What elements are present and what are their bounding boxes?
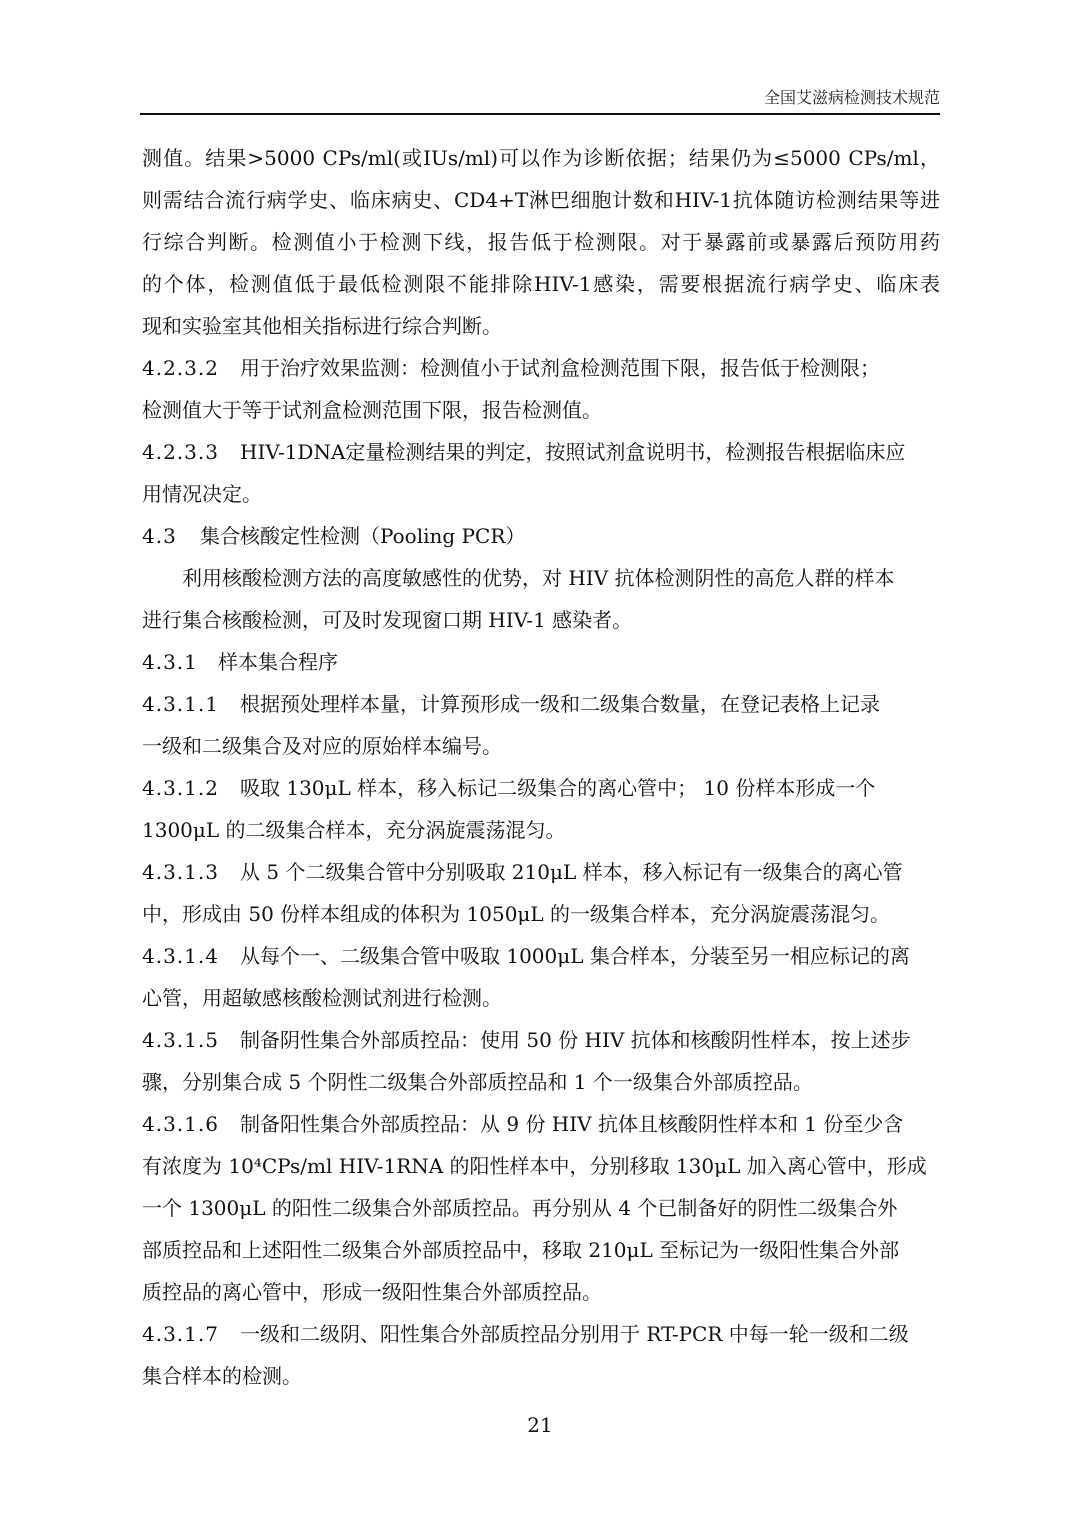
line-text: 从每个一、二级集合管中吸取 1000μL 集合样本，分装至另一相应标记的离: [240, 944, 910, 968]
line-text: 测值。结果>5000 CPs/ml(或IUs/ml)可以作为诊断依据；结果仍为≤5000 CPs/ml，: [142, 146, 940, 170]
line-text: HIV-1DNA定量检测结果的判定，按照试剂盒说明书，检测报告根据临床应: [240, 440, 906, 464]
line-text: 根据预处理样本量，计算预形成一级和二级集合数量，在登记表格上记录: [240, 692, 880, 716]
paragraph-line: [142, 137, 940, 179]
section-number: 4.2.3.2: [142, 356, 219, 380]
line-text: 骤，分别集合成 5 个阴性二级集合外部质控品和 1 个一级集合外部质控品。: [142, 1070, 813, 1094]
line-text: 一级和二级集合及对应的原始样本编号。: [142, 734, 502, 758]
line-text: 用于治疗效果监测：检测值小于试剂盒检测范围下限，报告低于检测限；: [240, 356, 880, 380]
header-rule: [140, 113, 940, 115]
line-text: 检测值大于等于试剂盒检测范围下限，报告检测值。: [142, 398, 602, 422]
section-line-4-3-1-5: [142, 1019, 940, 1061]
section-line-4-3-1-4: [142, 935, 940, 977]
section-number: 4.3.1: [142, 650, 198, 674]
line-text: 吸取 130μL 样本，移入标记二级集合的离心管中； 10 份样本形成一个: [240, 776, 876, 800]
line-text: 心管，用超敏感核酸检测试剂进行检测。: [142, 986, 502, 1010]
section-line-4-3-1-6: [142, 1103, 940, 1145]
line-text: 质控品的离心管中，形成一级阳性集合外部质控品。: [142, 1280, 602, 1304]
paragraph-line: [142, 1229, 940, 1271]
line-text: 现和实验室其他相关指标进行综合判断。: [142, 314, 502, 338]
paragraph-line: [142, 1355, 940, 1397]
line-text: 一个 1300μL 的阳性二级集合外部质控品。再分别从 4 个已制备好的阴性二级集合外: [142, 1196, 898, 1220]
line-text: 进行集合核酸检测，可及时发现窗口期 HIV-1 感染者。: [142, 608, 633, 632]
page-number: 21: [527, 1413, 553, 1437]
line-text: 行综合判断。检测值小于检测下线，报告低于检测限。对于暴露前或暴露后预防用药: [142, 230, 940, 254]
paragraph-line: [142, 305, 940, 347]
section-number: 4.3.1.5: [142, 1028, 219, 1052]
line-text: 部质控品和上述阳性二级集合外部质控品中，移取 210μL 至标记为一级阳性集合外部: [142, 1238, 900, 1262]
section-heading-4-3: [142, 515, 940, 557]
line-text: 的个体，检测值低于最低检测限不能排除HIV-1感染，需要根据流行病学史、临床表: [142, 272, 940, 296]
section-title: 集合核酸定性检测（Pooling PCR）: [200, 524, 526, 548]
section-line-4-3-1-3: [142, 851, 940, 893]
paragraph-line: [142, 599, 940, 641]
section-number: 4.3.1.4: [142, 944, 219, 968]
section-number: 4.2.3.3: [142, 440, 219, 464]
paragraph-line: [142, 977, 940, 1019]
line-text: 中，形成由 50 份样本组成的体积为 1050μL 的一级集合样本，充分涡旋震荡混匀。: [142, 902, 891, 926]
paragraph-line: [142, 1187, 940, 1229]
paragraph-line: [142, 389, 940, 431]
paragraph-line: [142, 473, 940, 515]
section-number: 4.3.1.6: [142, 1112, 219, 1136]
line-text: 有浓度为 10⁴CPs/ml HIV-1RNA 的阳性样本中，分别移取 130μL 加入离心管中，形成: [142, 1154, 927, 1178]
section-number: 4.3: [142, 524, 177, 548]
body-text: [142, 137, 940, 1397]
paragraph-line: [142, 557, 940, 599]
paragraph-line: [142, 179, 940, 221]
section-number: 4.3.1.1: [142, 692, 219, 716]
paragraph-line: [142, 725, 940, 767]
line-text: 1300μL 的二级集合样本，充分涡旋震荡混匀。: [142, 818, 566, 842]
line-text: 用情况决定。: [142, 482, 262, 506]
paragraph-line: [142, 263, 940, 305]
paragraph-line: [142, 1271, 940, 1313]
section-line-4-3-1-2: [142, 767, 940, 809]
line-text: 制备阴性集合外部质控品：使用 50 份 HIV 抗体和核酸阴性样本，按上述步: [240, 1028, 911, 1052]
section-number: 4.3.1.7: [142, 1322, 219, 1346]
line-text: 集合样本的检测。: [142, 1364, 302, 1388]
section-number: 4.3.1.3: [142, 860, 219, 884]
line-text: 从 5 个二级集合管中分别吸取 210μL 样本，移入标记有一级集合的离心管: [240, 860, 903, 884]
section-line-4-3-1-7: [142, 1313, 940, 1355]
running-header: 全国艾滋病检测技术规范: [763, 88, 940, 107]
section-line-4-3-1-1: [142, 683, 940, 725]
paragraph-line: [142, 1061, 940, 1103]
section-title: 样本集合程序: [218, 650, 338, 674]
paragraph-line: [142, 221, 940, 263]
line-text: 一级和二级阴、阳性集合外部质控品分别用于 RT-PCR 中每一轮一级和二级: [240, 1322, 909, 1346]
section-line-4-2-3-2: [142, 347, 940, 389]
section-heading-4-3-1: [142, 641, 940, 683]
line-text: 利用核酸检测方法的高度敏感性的优势，对 HIV 抗体检测阴性的高危人群的样本: [182, 566, 895, 590]
paragraph-line: [142, 809, 940, 851]
section-number: 4.3.1.2: [142, 776, 219, 800]
line-text: 制备阳性集合外部质控品：从 9 份 HIV 抗体且核酸阴性样本和 1 份至少含: [240, 1112, 904, 1136]
line-text: 则需结合流行病学史、临床病史、CD4+T淋巴细胞计数和HIV-1抗体随访检测结果等进: [142, 188, 940, 212]
section-line-4-2-3-3: [142, 431, 940, 473]
paragraph-line: [142, 893, 940, 935]
paragraph-line: [142, 1145, 940, 1187]
